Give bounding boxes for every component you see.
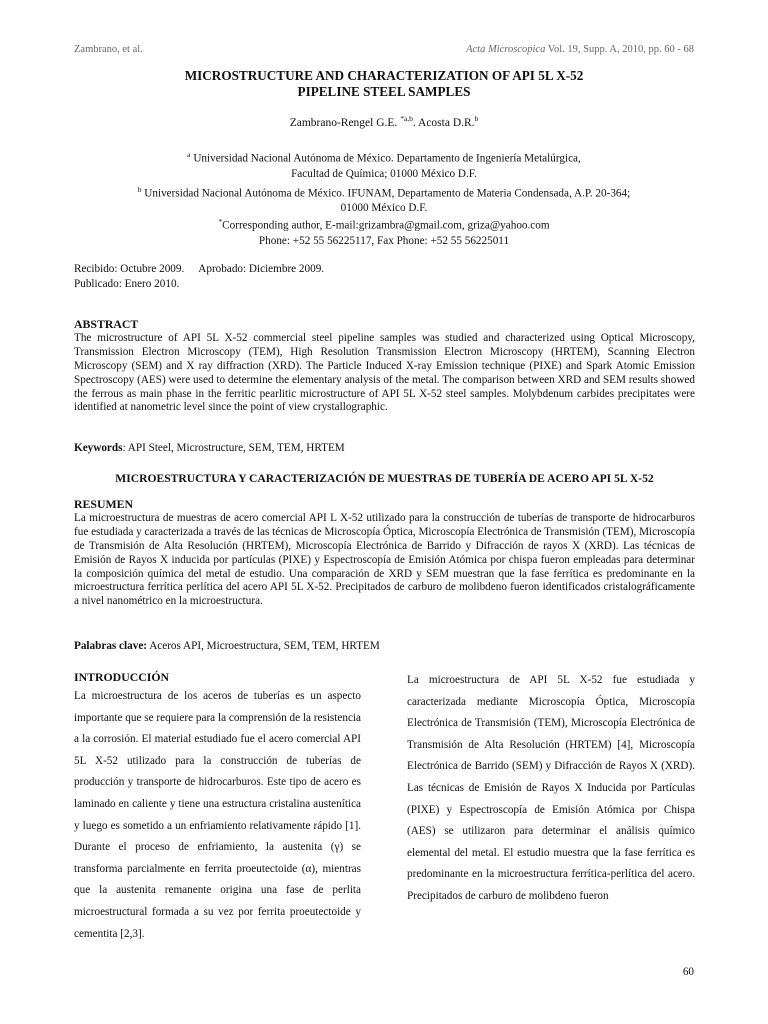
abstract-section (74, 318, 695, 415)
intro-right-column: La microestructura de API 5L X-52 fue estudiada y caracterizada mediante Microscopía Óptica, Microscopía Electrónica de Transmisión (TEM), Microscopía Electrónica de Transmisión de Alta Resolución (HRTEM) [4], Microscopía Electrónica de Barrido (SEM) y Difracción de Rayos X (XRD). Las técnicas de Emisión de Rayos X Inducida por Partículas (PIXE) y Espectroscopía de Emisión Atómica por Chispa (AES) se utilizaron para determinar el análisis químico elemental del metal. El estudio muestra que la fase ferrítica es predominante en la microestructura ferrítica-perlítica del acero. Precipitados de carburo de molibdeno fueron (407, 674, 695, 902)
intro-left-column: La microestructura de los aceros de tuberías es un aspecto importante que se requiere para la comprensión de la resistencia a la corrosión. El material estudiado fue el acero comercial API 5L X-52 utilizado para la construcción de tuberías de producción y transporte de hidrocarburos. Este tipo de acero es laminado en caliente y tiene una estructura cristalina austenítica y luego es sometido a un enfriamiento relativamente rápido [1]. Durante el proceso de enfriamiento, la austenita (γ) se transforma parcialmente en ferrita proeutectoide (α), mientras que la austenita remanente origina una fase de perlita microestructural formada a su vez por ferrita proeutectoide y cementita [2,3]. (74, 690, 361, 940)
abstract-heading: ABSTRACT (74, 317, 139, 331)
header-citation: Acta Microscopica Vol. 19, Supp. A, 2010, pp. 60 - 68 (466, 44, 694, 55)
spanish-title: MICROESTRUCTURA Y CARACTERIZACIÓN DE MUESTRAS DE TUBERÍA DE ACERO API 5L X-52 (115, 472, 654, 485)
resumen-section (74, 498, 695, 609)
page-number: 60 (682, 966, 694, 978)
paper-title: MICROSTRUCTURE AND CHARACTERIZATION OF API 5L X-52 PIPELINE STEEL SAMPLES (184, 68, 584, 99)
intro-heading: INTRODUCCIÓN (74, 670, 170, 684)
journal-name: Acta Microscopica (466, 44, 546, 55)
publication-dates: Recibido: Octubre 2009. Aprobado: Diciembre 2009. Publicado: Enero 2010. (74, 263, 325, 290)
keywords: Keywords: API Steel, Microstructure, SEM, TEM, HRTEM (74, 442, 345, 454)
header-authors: Zambrano, et al. (74, 44, 143, 55)
resumen-text: La microestructura de muestras de acero comercial API L X-52 utilizado para la construcción de tuberías de transporte de hidrocarburos fue estudiada y caracterizada a través de las técnicas de Microscopía Óptica, Microscopía Electrónica de Transmisión (TEM), Microscopía de Transmisión de Alta Resolución (HRTEM), Microscopía Electrónica de Barrido y Difracción de rayos X (XRD). Las técnicas de Emisión de Rayos X inducida por partículas (PIXE) y Espectroscopía de Emisión Atómica por chispa fueron empleadas para determinar la composición química del metal de estudio. Una comparación de XRD y SEM muestran que la fase ferrítica es predominante en la microestructura ferrítica perlítica del acero API 5L X-52. Precipitados de carburo de molibdeno fueron identificados cristalográficamente a nivel nanométrico en la microestructura. (74, 511, 695, 608)
corresponding-author: *Corresponding author, E-mail:grizambra@gmail.com, griza@yahoo.com Phone: +52 55 56225117, Fax Phone: +52 55 56225011 (218, 217, 550, 247)
affiliations: $^a$ Universidad Nacional Autónoma de México. Departamento de Ingeniería Metalúrgica, Facultad de Química; 01000 México D.F. $^b$ Universidad Nacional Autónoma de México. IFUNAM, Departamento de Materia Condensada, A.P. 20-364; 01000 México D.F. (137, 150, 631, 215)
palabras-clave: Palabras clave: Aceros API, Microestructura, SEM, TEM, HRTEM (74, 640, 380, 652)
author-list: Zambrano-Rengel G.E. $^{*a,b}$. Acosta D.R.$^b$ (289, 114, 479, 129)
abstract-text: The microstructure of API 5L X-52 commercial steel pipeline samples was studied and characterized using Optical Microscopy, Transmission Electron Microscopy (TEM), High Resolution Transmission Electron Microscopy (HRTEM), Scanning Electron Microscopy (SEM) and X ray diffraction (XRD). The Particle Induced X-ray Emission technique (PIXE) and Spark Atomic Emission Spectroscopy (AES) were used to determine the elementary analysis of the metal. The comparison between XRD and SEM results showed the ferrous as main phase in the ferritic pearlitic microstructure of API 5L X-52 steel samples. Molybdenum carbides precipitates were identified at nanometric level since the point of view crystallographic. (74, 331, 695, 414)
resumen-heading: RESUMEN (74, 497, 133, 511)
